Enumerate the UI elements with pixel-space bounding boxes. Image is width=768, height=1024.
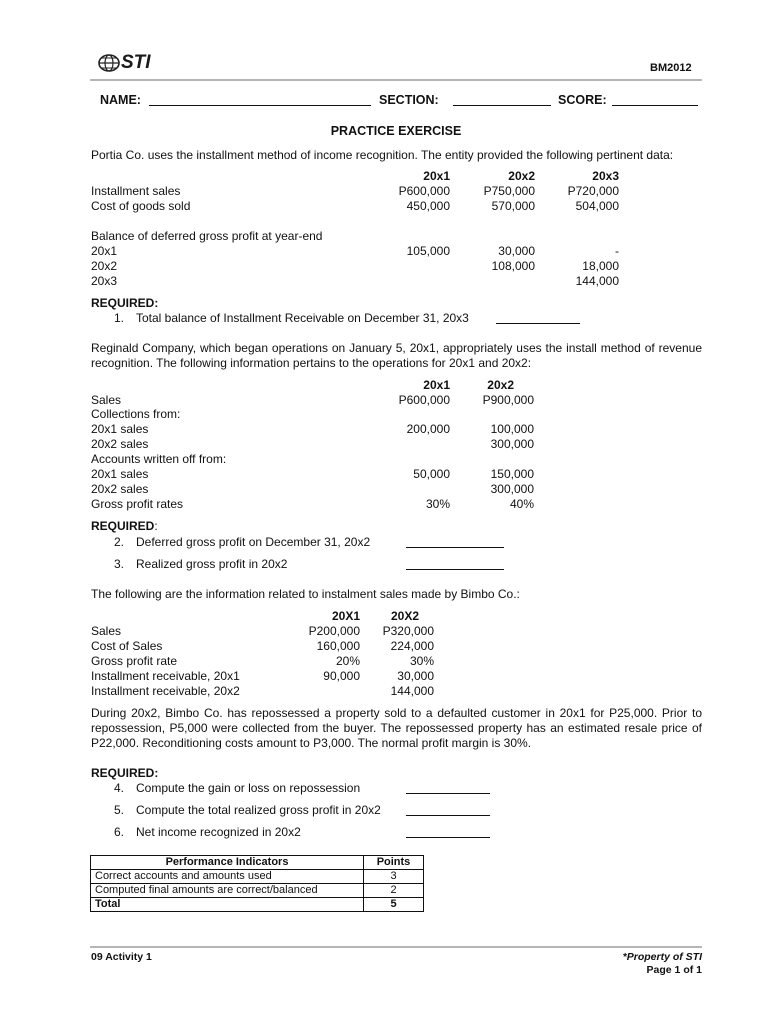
q3-number: 3. xyxy=(114,557,125,571)
p1-cogs-3: 504,000 xyxy=(575,199,619,213)
p3-value: 90,000 xyxy=(323,669,360,683)
problem3-intro: The following are the information related to instalment sales made by Bimbo Co.: xyxy=(91,587,520,601)
name-label: NAME: xyxy=(100,93,141,107)
problem3-paragraph: During 20x2, Bimbo Co. has repossessed a property sold to a defaulted customer in 20x1 for P25,000. Prior to repossession, P5,000 were collected from the buyer. The repossessed property has an estimated resale price of P22,000. Reconditioning costs amount to P3,000. The normal profit margin is 30%. xyxy=(91,706,702,750)
p2-value: P900,000 xyxy=(482,393,534,407)
p2-row-label: 20x2 sales xyxy=(91,437,149,451)
p2-year-1: 20x1 xyxy=(423,378,450,392)
p3-value: P320,000 xyxy=(382,624,434,638)
p1-required-label: REQUIRED: xyxy=(91,296,159,310)
p2-value: 200,000 xyxy=(406,422,450,436)
footer-left: 09 Activity 1 xyxy=(91,951,152,963)
p2-value: 100,000 xyxy=(490,422,534,436)
p2-row-label: 20x2 sales xyxy=(91,482,149,496)
total-points: 5 xyxy=(364,898,424,912)
p2-value: 40% xyxy=(509,497,534,511)
p1-cogs-2: 570,000 xyxy=(491,199,535,213)
course-code: BM2012 xyxy=(650,62,692,74)
q5-answer-field[interactable] xyxy=(406,803,490,816)
indicator-cell: Correct accounts and amounts used xyxy=(91,870,364,884)
p2-row-label: Sales xyxy=(91,393,122,407)
header-points: Points xyxy=(364,856,424,870)
p2-row-label: Gross profit rates xyxy=(91,497,184,511)
p1-installment-sales-3: P720,000 xyxy=(567,184,619,198)
p3-value: 30% xyxy=(409,654,434,668)
p3-year-1: 20X1 xyxy=(331,609,360,623)
q2-answer-field[interactable] xyxy=(406,535,504,548)
q4-answer-field[interactable] xyxy=(406,781,490,794)
p1-deferred-value: 108,000 xyxy=(491,259,535,273)
p3-value: P200,000 xyxy=(308,624,360,638)
q2-number: 2. xyxy=(114,535,125,549)
p1-installment-sales-2: P750,000 xyxy=(483,184,535,198)
p1-deferred-heading: Balance of deferred gross profit at year-end xyxy=(91,229,323,243)
p3-required-label: REQUIRED: xyxy=(91,766,159,780)
logo-text: STI xyxy=(121,52,151,73)
p2-value: 300,000 xyxy=(490,482,534,496)
p1-year-2: 20x2 xyxy=(508,169,535,183)
performance-table xyxy=(90,855,424,912)
p3-value: 20% xyxy=(335,654,360,668)
p1-deferred-row-label: 20x3 xyxy=(91,274,118,288)
p3-value: 224,000 xyxy=(390,639,434,653)
table-row xyxy=(91,884,424,898)
page-title: PRACTICE EXERCISE xyxy=(330,124,462,138)
p2-value: 30% xyxy=(425,497,450,511)
globe-icon xyxy=(97,53,121,73)
p3-year-2: 20X2 xyxy=(390,609,419,623)
q3-answer-field[interactable] xyxy=(406,557,504,570)
section-field[interactable] xyxy=(453,93,551,106)
p2-required-label: REQUIRED xyxy=(91,519,155,533)
name-field[interactable] xyxy=(149,93,371,106)
p2-row-label: Collections from: xyxy=(91,407,181,421)
p3-row-label: Installment receivable, 20x1 xyxy=(91,669,240,683)
p1-deferred-value: 105,000 xyxy=(406,244,450,258)
p1-installment-sales-label: Installment sales xyxy=(91,184,181,198)
p2-row-label: Accounts written off from: xyxy=(91,452,227,466)
score-label: SCORE: xyxy=(558,93,607,107)
p2-row-label: 20x1 sales xyxy=(91,467,149,481)
table-row xyxy=(91,870,424,884)
p1-year-3: 20x3 xyxy=(592,169,619,183)
q5-number: 5. xyxy=(114,803,125,817)
p1-deferred-value: 30,000 xyxy=(498,244,535,258)
p1-cogs-label: Cost of goods sold xyxy=(91,199,191,213)
p3-value: 160,000 xyxy=(316,639,360,653)
q1-number: 1. xyxy=(114,311,125,325)
p1-deferred-row-label: 20x2 xyxy=(91,259,118,273)
total-row xyxy=(91,898,424,912)
p3-row-label: Cost of Sales xyxy=(91,639,163,653)
q1-text: Total balance of Installment Receivable on December 31, 20x3 xyxy=(136,311,469,325)
points-cell: 2 xyxy=(364,884,424,898)
q6-answer-field[interactable] xyxy=(406,825,490,838)
q2-text: Deferred gross profit on December 31, 20x2 xyxy=(136,535,371,549)
p3-value: 30,000 xyxy=(397,669,434,683)
p2-required xyxy=(91,519,158,533)
footer-divider xyxy=(90,946,702,948)
p2-year-2: 20x2 xyxy=(487,378,514,392)
indicator-cell: Computed final amounts are correct/balanced xyxy=(91,884,364,898)
table-header-row xyxy=(91,856,424,870)
p2-required-colon: : xyxy=(154,519,158,533)
p3-row-label: Installment receivable, 20x2 xyxy=(91,684,240,698)
q5-text: Compute the total realized gross profit in 20x2 xyxy=(136,803,381,817)
p2-value: 150,000 xyxy=(490,467,534,481)
problem1-intro: Portia Co. uses the installment method of income recognition. The entity provided the following pertinent data: xyxy=(91,148,674,162)
section-label: SECTION: xyxy=(379,93,439,107)
header-divider xyxy=(90,79,702,81)
footer-property: *Property of STI xyxy=(622,951,702,963)
p1-year-1: 20x1 xyxy=(423,169,450,183)
q6-text: Net income recognized in 20x2 xyxy=(136,825,301,839)
p2-row-label: 20x1 sales xyxy=(91,422,149,436)
total-label: Total xyxy=(91,898,364,912)
q1-answer-field[interactable] xyxy=(496,311,580,324)
p3-row-label: Sales xyxy=(91,624,122,638)
sti-logo xyxy=(97,52,151,74)
problem2-intro: Reginald Company, which began operations on January 5, 20x1, appropriately uses the install method of revenue recognition. The following information pertains to the operations for 20x1 and 20x2: xyxy=(91,341,702,370)
p2-value: 50,000 xyxy=(413,467,450,481)
p1-cogs-1: 450,000 xyxy=(406,199,450,213)
p2-value: 300,000 xyxy=(490,437,534,451)
footer-page-number: Page 1 of 1 xyxy=(646,964,702,976)
p2-value: P600,000 xyxy=(398,393,450,407)
p1-deferred-value: 18,000 xyxy=(582,259,619,273)
q4-text: Compute the gain or loss on repossession xyxy=(136,781,361,795)
p1-deferred-value: - xyxy=(615,244,619,258)
points-cell: 3 xyxy=(364,870,424,884)
p3-value: 144,000 xyxy=(390,684,434,698)
score-field[interactable] xyxy=(612,93,698,106)
p1-installment-sales-1: P600,000 xyxy=(398,184,450,198)
p1-deferred-value: 144,000 xyxy=(575,274,619,288)
p1-deferred-row-label: 20x1 xyxy=(91,244,118,258)
q4-number: 4. xyxy=(114,781,125,795)
q6-number: 6. xyxy=(114,825,125,839)
header-indicators: Performance Indicators xyxy=(91,856,364,870)
q3-text: Realized gross profit in 20x2 xyxy=(136,557,288,571)
p3-row-label: Gross profit rate xyxy=(91,654,178,668)
